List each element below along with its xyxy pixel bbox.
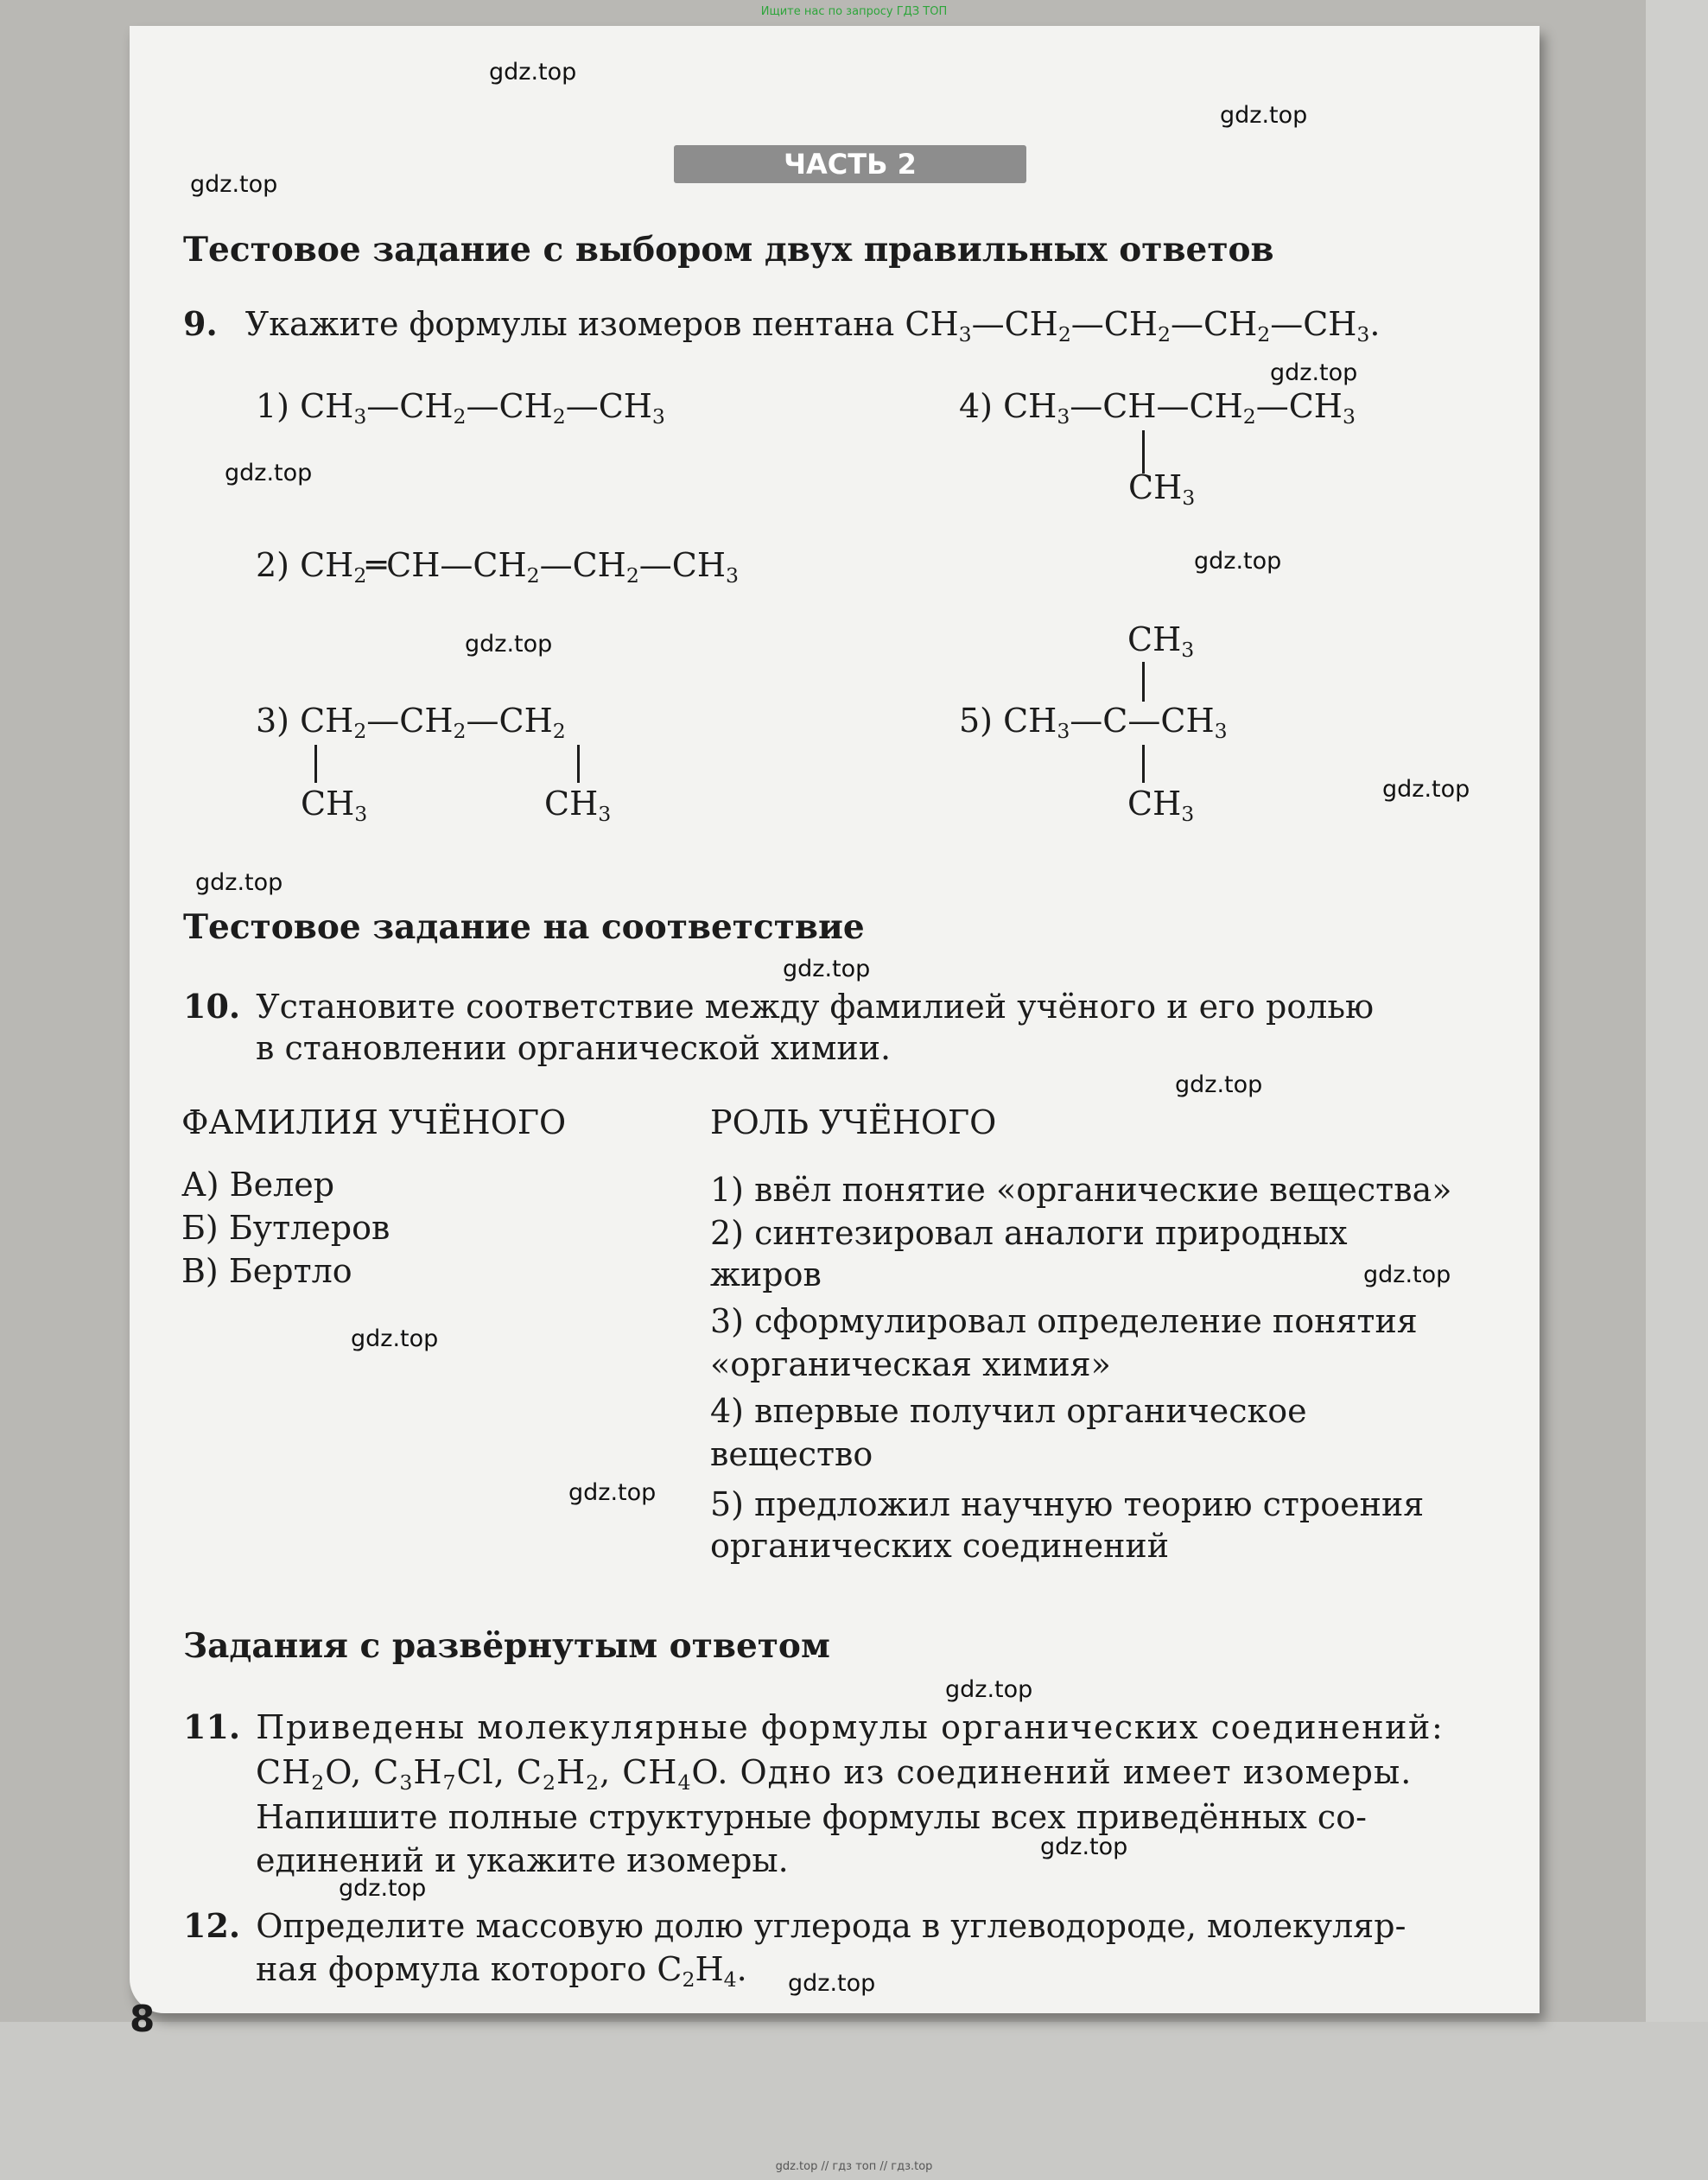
methyl-group: $CH_3$ [1127, 785, 1195, 827]
top-banner: Ищите нас по запросу ГДЗ ТОП [760, 5, 948, 18]
methyl-group: $CH_3$ [1128, 468, 1196, 511]
option-5: 5) $CH_3—C—CH_3$ [959, 702, 1228, 744]
watermark: gdz.top [465, 631, 553, 658]
scientist-item: А) Велер [181, 1166, 335, 1204]
role-item: 3) сформулировал определение понятия [710, 1302, 1418, 1340]
column-header-role: РОЛЬ УЧЁНОГО [710, 1103, 997, 1141]
watermark: gdz.top [1194, 548, 1282, 575]
watermark: gdz.top [783, 956, 871, 982]
watermark: gdz.top [945, 1676, 1033, 1703]
role-item-cont: «органическая химия» [710, 1345, 1111, 1383]
column-header-scientist: ФАМИЛИЯ УЧЁНОГО [181, 1103, 567, 1141]
question-11-line4: единений и укажите изомеры. [256, 1841, 789, 1879]
background-bottom [0, 2022, 1708, 2180]
question-11-line3: Напишите полные структурные формулы всех приведённых со- [256, 1798, 1367, 1836]
option-2: 2) $CH_2═CH—CH_2—CH_2—CH_3$ [256, 546, 739, 588]
role-item-cont: органических соединений [710, 1527, 1170, 1565]
option-label: 1) [256, 387, 290, 425]
watermark: gdz.top [1175, 1071, 1263, 1098]
pentane-formula: $CH_3—CH_2—CH_2—CH_2—CH_3$. [905, 305, 1381, 347]
watermark: gdz.top [489, 59, 577, 86]
question-10 [183, 987, 1374, 1026]
page-number: 8 [130, 1998, 156, 2040]
role-item: 2) синтезировал аналоги природных [710, 1214, 1348, 1252]
section-heading-choice: Тестовое задание с выбором двух правильных ответов [183, 230, 1274, 270]
section-heading-extended: Задания с развёрнутым ответом [183, 1626, 830, 1666]
bond-line [1142, 430, 1145, 473]
question-number: 9. [183, 304, 218, 343]
watermark: gdz.top [190, 171, 278, 198]
role-item-cont: вещество [710, 1435, 873, 1473]
watermark: gdz.top [568, 1479, 657, 1506]
question-number: 12. [183, 1906, 241, 1945]
option-1: 1) $CH_3—CH_2—CH_2—CH_3$ [256, 387, 665, 429]
option-label: 5) [959, 702, 994, 740]
question-text: Укажите формулы изомеров пентана [244, 305, 895, 343]
watermark: gdz.top [351, 1325, 439, 1352]
option-label: 2) [256, 546, 290, 584]
question-number: 11. [183, 1707, 241, 1746]
bottom-banner: gdz.top // гдз топ // гдз.top [775, 2160, 933, 2173]
watermark: gdz.top [1270, 359, 1358, 386]
ethylene-formula: $C_2H_4$. [657, 1950, 747, 1993]
question-10-line2: в становлении органической химии. [256, 1029, 892, 1067]
bond-line [1142, 662, 1145, 702]
watermark: gdz.top [339, 1875, 427, 1902]
background-right-stripe [1646, 0, 1708, 2180]
role-item: 4) впервые получил органическое [710, 1392, 1307, 1430]
methyl-group: $CH_3$ [301, 785, 368, 827]
question-text: Одно из соединений имеет изомеры. [740, 1753, 1413, 1791]
question-9 [183, 304, 1381, 347]
question-number: 10. [183, 987, 241, 1026]
question-12-line2 [256, 1949, 747, 1993]
option-4: 4) $CH_3—CH—CH_2—CH_3$ [959, 387, 1356, 429]
option-label: 3) [256, 702, 290, 740]
role-item-cont: жиров [710, 1255, 822, 1293]
option-label: 4) [959, 387, 994, 425]
methyl-group: $CH_3$ [544, 785, 612, 827]
watermark: gdz.top [1382, 776, 1470, 803]
methyl-group: $CH_3$ [1127, 620, 1195, 663]
watermark: gdz.top [788, 1970, 876, 1997]
watermark: gdz.top [1363, 1262, 1451, 1288]
question-text: Установите соответствие между фамилией учёного и его ролью [256, 988, 1375, 1026]
watermark: gdz.top [225, 460, 313, 486]
part-badge: ЧАСТЬ 2 [674, 145, 1026, 183]
formula-list: $CH_2O$, $C_3H_7Cl$, $C_2H_2$, $CH_4O$. [256, 1753, 740, 1795]
scientist-item: В) Бертло [181, 1252, 352, 1290]
section-heading-matching: Тестовое задание на соответствие [183, 907, 865, 947]
watermark: gdz.top [195, 869, 283, 896]
bond-line [314, 745, 317, 783]
role-item: 1) ввёл понятие «органические вещества» [710, 1171, 1452, 1209]
watermark: gdz.top [1220, 102, 1308, 129]
scientist-item: Б) Бутлеров [181, 1209, 390, 1247]
watermark: gdz.top [1040, 1834, 1128, 1860]
question-text: Определите массовую долю углерода в углеводороде, молекуляр- [256, 1907, 1406, 1945]
question-11 [183, 1707, 1444, 1747]
question-12 [183, 1906, 1406, 1946]
role-item: 5) предложил научную теорию строения [710, 1485, 1425, 1523]
bond-line [577, 745, 580, 783]
question-text: ная формула которого [256, 1950, 647, 1988]
question-text: Приведены молекулярные формулы органических соединений: [256, 1708, 1444, 1746]
option-3: 3) $CH_2—CH_2—CH_2$ [256, 702, 566, 744]
question-11-line2 [256, 1752, 1413, 1795]
bond-line [1142, 745, 1145, 783]
